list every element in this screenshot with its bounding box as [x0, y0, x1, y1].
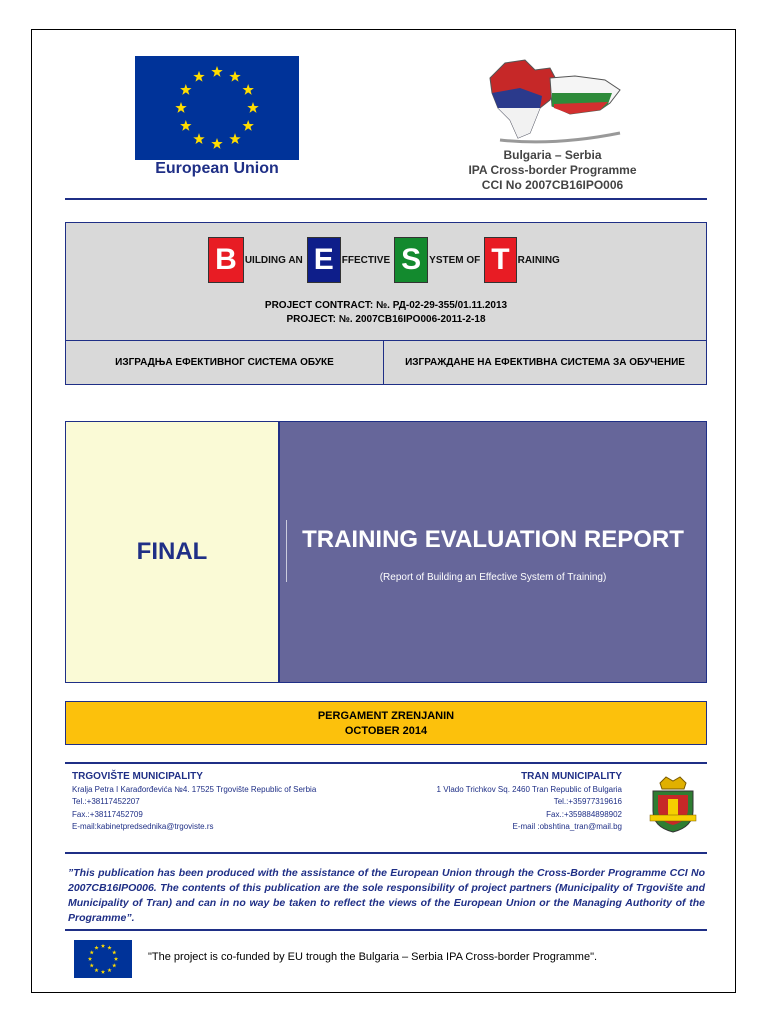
serbian-title-cell: ИЗГРАДЊА ЕФЕКТИВНОГ СИСТЕМА ОБУКЕ: [66, 341, 384, 384]
eu-label: European Union: [155, 160, 279, 177]
header-divider: [65, 198, 707, 200]
eu-disclaimer: ”This publication has been produced with the assistance of the European Union through the Cross-Border Programme CCI No 2007CB16IPO006. The contents of this publication are the sole responsibility of project partners (Municipality of Trgovište and Municipality of Tran) and can in no way be taken to reflect the views of the European Union or the Managing Authority of the Programme”.: [68, 867, 705, 924]
project-contract: PROJECT CONTRACT: №. РД-02-29-355/01.11.2013: [264, 300, 508, 311]
trgoviste-title: TRGOVIŠTE MUNICIPALITY: [72, 771, 203, 782]
project-number: PROJECT: №. 2007CB16IPO006-2011-2-18: [286, 314, 486, 325]
word-effective: FFECTIVE: [341, 254, 391, 266]
report-subtitle: (Report of Building an Effective System of Training): [379, 572, 607, 583]
cofunding-statement: "The project is co-funded by EU trough the Bulgaria – Serbia IPA Cross-border Programme".: [148, 951, 598, 963]
letter-b-block: B: [208, 237, 244, 283]
bulgarian-title-cell: ИЗГРАЖДАНЕ НА ЕФЕКТИВНА СИСТЕМА ЗА ОБУЧЕНИЕ: [405, 357, 685, 368]
ipa-programme-text: [440, 148, 665, 193]
ipa-line-2: IPA Cross-border Programme: [468, 163, 637, 177]
tran-title: TRAN MUNICIPALITY: [521, 771, 622, 782]
word-training: RAINING: [517, 254, 560, 266]
report-title: TRAINING EVALUATION REPORT: [302, 526, 684, 553]
tran-fax: Fax.:+359884898902: [546, 809, 622, 819]
report-date: OCTOBER 2014: [344, 725, 428, 737]
letter-t-block: T: [484, 237, 516, 283]
tran-municipality-block: [380, 771, 622, 834]
best-project-box: [65, 222, 707, 385]
trgoviste-fax: Fax.:+38117452709: [72, 809, 143, 819]
tran-coat-of-arms-icon: [648, 775, 698, 833]
footer-divider: [65, 929, 707, 931]
letter-s-block: S: [394, 237, 428, 283]
report-title-box: [279, 421, 707, 683]
tran-email: E-mail :obshtina_tran@mail.bg: [512, 822, 622, 831]
trgoviste-tel: Tel.:+38117452207: [72, 797, 140, 806]
contract-info: [66, 299, 706, 327]
ipa-line-3: CCI No 2007CB16IPO006: [481, 178, 624, 192]
word-building: UILDING AN: [244, 254, 303, 266]
trgoviste-municipality-block: [72, 771, 392, 834]
organization-name: PERGAMENT ZRENJANIN: [317, 710, 455, 722]
municipality-top-divider: [65, 762, 707, 764]
final-label: FINAL: [136, 538, 208, 565]
tran-tel: Tel.:+35977319616: [553, 797, 622, 806]
ipa-line-1: Bulgaria – Serbia: [503, 148, 602, 162]
bulgaria-serbia-map-logo: [480, 48, 630, 148]
eu-flag-logo: [135, 56, 299, 160]
best-title-area: [66, 223, 706, 341]
word-system: YSTEM OF: [429, 254, 481, 266]
best-acronym-row: [66, 237, 706, 283]
final-label-box: [65, 421, 279, 683]
trgoviste-email: E-mail:kabinetpredsednika@trgoviste.rs: [72, 822, 214, 831]
trgoviste-address: Kralja Petra I Karađorđevića №4. 17525 Trgovište Republic of Serbia: [72, 784, 317, 794]
organization-band: [65, 701, 707, 745]
letter-e-block: E: [307, 237, 341, 283]
tran-address: 1 Vlado Trichkov Sq. 2460 Tran Republic of Bulgaria: [436, 784, 622, 794]
disclaimer-top-divider: [65, 852, 707, 854]
eu-flag-small-logo: [74, 940, 132, 978]
